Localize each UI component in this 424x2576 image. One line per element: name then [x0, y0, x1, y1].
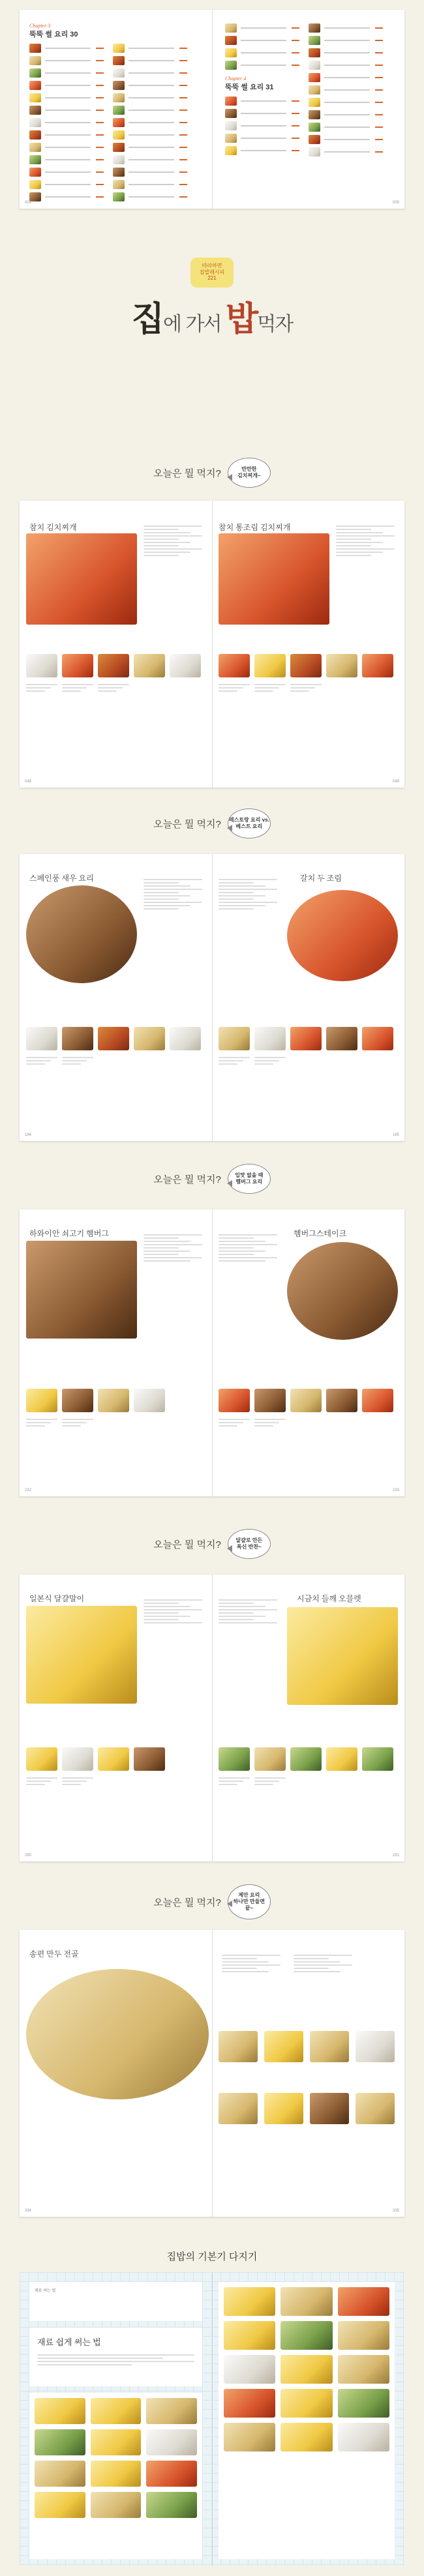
step-text [219, 1055, 250, 1067]
toc-item[interactable] [113, 43, 187, 53]
title-part: 먹자 [257, 313, 293, 336]
speech-bubble: 입맛 없을 때 햄버그 요리 [228, 1164, 271, 1194]
toc-item[interactable] [309, 110, 383, 120]
cut-photo [146, 2429, 197, 2455]
dish-photo [287, 1607, 398, 1705]
title-char: 집 [131, 299, 163, 339]
step-photo [219, 1389, 250, 1412]
step-text [290, 682, 322, 694]
recipe-title: 스페인풍 새우 요리 [29, 874, 94, 883]
dish-photo [287, 1242, 398, 1340]
hero-title-block [0, 258, 424, 340]
dish-photo [26, 1969, 209, 2099]
toc-item[interactable] [113, 130, 187, 140]
dish-photo [26, 1606, 137, 1704]
step-photo [62, 1747, 93, 1771]
dish-photo [26, 533, 137, 625]
recipe-title: 참치 김치찌개 [29, 523, 77, 532]
toc-item[interactable] [113, 167, 187, 177]
step-text [98, 682, 129, 694]
ingredients-block [144, 877, 202, 911]
chapter-title: 뚝뚝 썰 요리 31 [225, 83, 274, 91]
step-text [254, 1055, 286, 1067]
step-text [219, 682, 250, 694]
cut-photo [280, 2423, 332, 2451]
step-photo [264, 2031, 303, 2062]
toc-item[interactable] [225, 23, 299, 33]
step-photo [326, 654, 357, 677]
step-text [26, 1417, 57, 1429]
recipe-spread [20, 854, 404, 1141]
recipe-title: 일본식 달걀말이 [29, 1594, 85, 1603]
toc-item[interactable] [29, 105, 104, 115]
recipe-title: 참치 통조림 김치찌개 [219, 523, 291, 532]
step-photo [356, 2093, 395, 2124]
step-photo [219, 654, 250, 677]
toc-item[interactable] [29, 130, 104, 140]
toc-list-d [309, 23, 383, 159]
toc-item[interactable] [29, 192, 104, 202]
cut-photo [35, 2492, 85, 2518]
toc-item[interactable] [225, 96, 299, 106]
cut-photo [338, 2423, 389, 2451]
badge-line: 따라하면 [202, 263, 222, 269]
toc-item[interactable] [29, 179, 104, 190]
step-photo [362, 1389, 393, 1412]
step-photo [170, 1027, 201, 1050]
question-text: 오늘은 뭘 먹지? [153, 1539, 221, 1550]
recipe-title: 시금치 들깨 오믈렛 [297, 1594, 361, 1603]
speech-bubble: 만만한 김치찌개~ [228, 458, 271, 488]
toc-item[interactable] [309, 122, 383, 132]
step-text [219, 1775, 250, 1787]
page-number: 232 [25, 1488, 32, 1492]
toc-item[interactable] [309, 35, 383, 46]
step-photo [254, 654, 286, 677]
toc-item[interactable] [29, 93, 104, 103]
toc-item[interactable] [309, 72, 383, 83]
step-photo [326, 1747, 357, 1771]
toc-item[interactable] [225, 60, 299, 70]
step-photo [326, 1389, 357, 1412]
step-photo [219, 1747, 250, 1771]
question-text: 오늘은 뭘 먹지? [153, 1897, 221, 1908]
ingredients-block [144, 1597, 202, 1625]
step-photo [134, 1027, 165, 1050]
basics-intro-card [29, 2328, 202, 2386]
toc-left-column [29, 23, 205, 204]
title-part: 에 가서 [163, 313, 226, 336]
page-number: 233 [392, 1488, 399, 1492]
cut-photo [35, 2461, 85, 2487]
step-photo [290, 1389, 322, 1412]
page-number: 185 [392, 1133, 399, 1137]
step-photo [326, 1027, 357, 1050]
page-number: 291 [392, 1854, 399, 1858]
ingredients-block [144, 524, 202, 558]
page-number: 335 [392, 2209, 399, 2213]
step-photo [134, 1389, 165, 1412]
cut-photo [35, 2398, 85, 2424]
speech-bubble: 달걀로 만든 폭신 반찬~ [228, 1529, 271, 1559]
card-tag: 재료 써는 법 [35, 2289, 56, 2293]
cut-photo [91, 2461, 142, 2487]
toc-item[interactable] [29, 68, 104, 78]
toc-item[interactable] [29, 55, 104, 66]
step-text [62, 1417, 93, 1429]
step-photo [98, 1027, 129, 1050]
chapter-label: Chapter 4 [225, 76, 247, 81]
toc-item[interactable] [309, 97, 383, 108]
toc-list-a [29, 43, 104, 204]
toc-right-column [225, 23, 401, 159]
step-text [26, 1775, 57, 1787]
toc-item[interactable] [225, 108, 299, 119]
speech-bubble: 레스토랑 요리 vs. 베스트 요리 [228, 808, 271, 838]
badge-line: 집밥레시피 [199, 269, 225, 275]
recipe-spread [20, 501, 404, 788]
toc-item[interactable] [113, 179, 187, 190]
cut-photo [338, 2321, 389, 2350]
page-number: 004 [25, 201, 32, 205]
step-text [254, 682, 286, 694]
cut-photo [35, 2429, 85, 2455]
toc-list-c [225, 23, 299, 159]
dish-photo [26, 885, 137, 983]
recipe-title: 햄버그스테이크 [294, 1229, 347, 1238]
book-title [0, 291, 424, 340]
ingredients-block [144, 1232, 202, 1264]
basics-card [29, 2282, 202, 2321]
step-photo [134, 654, 165, 677]
step-photo [356, 2031, 395, 2062]
ingredients-block [219, 1232, 277, 1264]
toc-item[interactable] [113, 55, 187, 66]
toc-item[interactable] [113, 192, 187, 202]
toc-item[interactable] [29, 80, 104, 91]
cut-photo [280, 2355, 332, 2384]
cutting-grid [29, 2393, 202, 2559]
page-number: 005 [392, 201, 399, 205]
step-photo [264, 2093, 303, 2124]
page-number: 334 [25, 2209, 32, 2213]
cut-photo [280, 2287, 332, 2316]
step-photo [254, 1389, 286, 1412]
question-row [0, 1164, 424, 1194]
step-photo [290, 1027, 322, 1050]
step-text [219, 1417, 250, 1429]
toc-item[interactable] [309, 85, 383, 95]
toc-item[interactable] [225, 145, 299, 156]
cut-photo [280, 2389, 332, 2418]
toc-spread [20, 10, 404, 209]
recipe-spread [20, 1930, 404, 2217]
step-photo [170, 654, 201, 677]
cut-photo [91, 2398, 142, 2424]
toc-item[interactable] [225, 35, 299, 46]
toc-item[interactable] [113, 142, 187, 153]
step-photo [219, 2031, 258, 2062]
toc-item[interactable] [29, 167, 104, 177]
toc-item[interactable] [309, 134, 383, 145]
step-text [62, 1055, 93, 1067]
cut-photo [224, 2423, 275, 2451]
step-photo [362, 1747, 393, 1771]
toc-item[interactable] [29, 142, 104, 153]
step-photo [26, 1389, 57, 1412]
ingredients-block [222, 1953, 280, 1974]
recipe-title: 갈치 두 조림 [300, 874, 342, 883]
cut-photo [224, 2321, 275, 2350]
page-number: 184 [25, 1133, 32, 1137]
step-photo [62, 654, 93, 677]
ingredients-block [219, 877, 277, 911]
step-photo [362, 1027, 393, 1050]
step-photo [254, 1027, 286, 1050]
page-number: 048 [25, 780, 32, 784]
step-photo [254, 1747, 286, 1771]
cut-photo [146, 2461, 197, 2487]
toc-item[interactable] [225, 48, 299, 58]
cut-photo [146, 2398, 197, 2424]
ingredients-block [219, 1597, 277, 1625]
toc-item[interactable] [113, 155, 187, 165]
dish-photo [219, 533, 329, 625]
chapter-title: 뚝뚝 썰 요리 30 [29, 31, 78, 38]
page-number: 049 [392, 780, 399, 784]
step-text [254, 1775, 286, 1787]
cut-photo [224, 2389, 275, 2418]
step-text [26, 682, 57, 694]
basics-spread [20, 2272, 404, 2566]
question-row [0, 808, 424, 838]
page-number: 290 [25, 1854, 32, 1858]
step-photo [310, 2031, 349, 2062]
step-text [62, 1775, 93, 1787]
step-photo [219, 1027, 250, 1050]
recipe-spread [20, 1575, 404, 1861]
toc-item[interactable] [225, 133, 299, 143]
card-title: 재료 쉽게 써는 법 [37, 2337, 101, 2347]
toc-item[interactable] [309, 147, 383, 157]
step-photo [134, 1747, 165, 1771]
badge-count: 221 [207, 275, 217, 282]
ingredients-block [336, 524, 395, 558]
ingredients-block [294, 1953, 352, 1974]
step-photo [26, 1027, 57, 1050]
speech-bubble: 제안 요리 하나만 만들면 끝~ [228, 1884, 271, 1919]
question-row [0, 1884, 424, 1919]
cut-photo [91, 2429, 142, 2455]
basics-heading: 집밥의 기본기 다지기 [166, 2251, 258, 2262]
toc-item[interactable] [225, 121, 299, 131]
cut-photo [146, 2492, 197, 2518]
step-text [62, 682, 93, 694]
cut-photo [338, 2389, 389, 2418]
toc-item[interactable] [113, 105, 187, 115]
step-photo [26, 654, 57, 677]
step-photo [362, 654, 393, 677]
recipe-count-badge [190, 258, 234, 288]
step-text [26, 1055, 57, 1067]
toc-item[interactable] [113, 80, 187, 91]
step-photo [290, 1747, 322, 1771]
step-photo [62, 1027, 93, 1050]
toc-list-b [113, 43, 187, 204]
toc-item[interactable] [113, 68, 187, 78]
step-photo [62, 1389, 93, 1412]
cutting-steps [219, 2282, 395, 2559]
question-text: 오늘은 뭘 먹지? [153, 818, 221, 830]
question-text: 오늘은 뭘 먹지? [153, 467, 221, 479]
step-photo [26, 1747, 57, 1771]
toc-item[interactable] [29, 155, 104, 165]
step-photo [310, 2093, 349, 2124]
recipe-title: 송편 만두 전골 [29, 1949, 79, 1959]
toc-item[interactable] [29, 43, 104, 53]
toc-item[interactable] [29, 117, 104, 128]
toc-item[interactable] [309, 60, 383, 70]
cut-photo [224, 2287, 275, 2316]
question-row [0, 1529, 424, 1559]
toc-item[interactable] [309, 23, 383, 33]
cut-photo [91, 2492, 142, 2518]
step-photo [98, 1389, 129, 1412]
toc-item[interactable] [113, 93, 187, 103]
step-photo [98, 1747, 129, 1771]
toc-item[interactable] [309, 48, 383, 58]
step-text [254, 1417, 286, 1429]
step-photo [290, 654, 322, 677]
question-row [0, 458, 424, 488]
dish-photo [287, 890, 398, 981]
recipe-spread [20, 1209, 404, 1496]
recipe-title: 하와이안 쇠고기 햄버그 [29, 1229, 109, 1238]
step-photo [98, 654, 129, 677]
cut-photo [280, 2321, 332, 2350]
question-text: 오늘은 뭘 먹지? [153, 1174, 221, 1185]
toc-item[interactable] [113, 117, 187, 128]
cut-photo [224, 2355, 275, 2384]
cut-photo [338, 2287, 389, 2316]
step-photo [219, 2093, 258, 2124]
chapter-label: Chapter 3 [29, 23, 51, 29]
cut-photo [338, 2355, 389, 2384]
title-char: 밥 [226, 299, 258, 339]
dish-photo [26, 1241, 137, 1339]
